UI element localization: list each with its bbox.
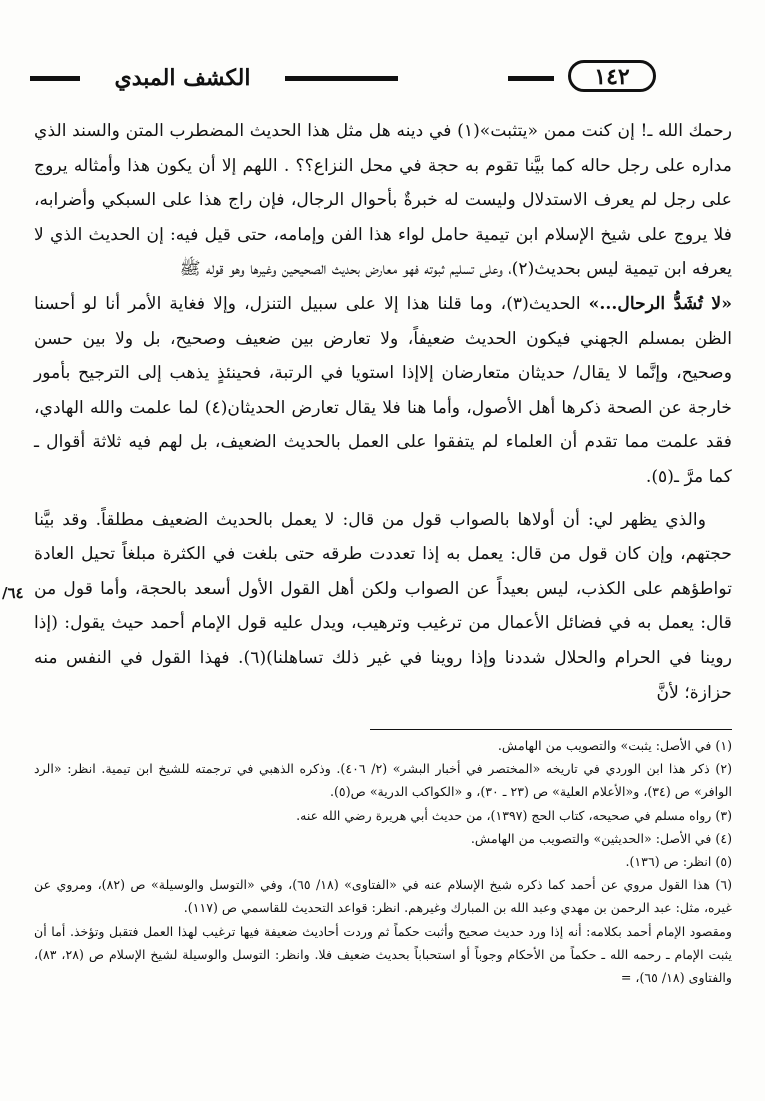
paragraph-1 <box>34 114 732 495</box>
footnote-3: (٣) رواه مسلم في صحيحه، كتاب الحج (١٣٩٧)، من حديث أبي هريرة رضي الله عنه. <box>296 807 732 823</box>
page-number-badge <box>562 60 662 94</box>
running-title: الكشف المبدي <box>80 62 285 94</box>
footnote-4: (٤) في الأصل: «الحديثين» والتصويب من الهامش. <box>470 830 732 846</box>
footnote-1: (١) في الأصل: يثبت» والتصويب من الهامش. <box>497 738 732 753</box>
footnote-5: (٥) انظر: ص (١٣٦). <box>625 854 732 870</box>
paragraph-2: والذي يظهر لي: أن أولاها بالصواب قول من قال: لا يعمل بالحديث الضعيف مطلقاً. وقد بيَّنا حجتهم، وإن كان قول من قال: يعمل به إذا تعددت طرقه حتى بلغت في الكثرة مبلغاً تحيل العادة تواطؤهم على الكذب، ليس بعيداً عن الصواب ولكن أهل القول الأول أسعد بالحجة، وأما قول من قال: يعمل به في فضائل الأعمال من ترغيب وترهيب، ويدل عليه قول الإمام أحمد حيث يقول: (إذا روينا في الحرام والحلال شددنا وإذا روينا في غير ذلك تساهلنا)(٦). فهذا القول في النفس منه حزازة؛ لأنَّ <box>34 509 732 703</box>
page-number: ١٤٢ <box>568 60 656 92</box>
manuscript-margin-note: ٦٤/ <box>2 584 24 602</box>
hadith-quote: «لا تُشَدُّ الرحال...» <box>588 293 732 314</box>
footnote-6: (٦) هذا القول مروي عن أحمد كما ذكره شيخ الإسلام عنه في «الفتاوى» (١٨/ ٦٥)، وفي «التوسل والوسيلة» ص (٨٢)، ومروي عن غيره، مثل: عبد الرحمن بن مهدي وعبد الله بن المبارك وغيرهم. انظر: قواعد التحديث للقاسمي ص (١١٧). <box>34 877 732 916</box>
main-text <box>34 114 732 710</box>
paragraph-1-text: رحمك الله ـ! إن كنت ممن «يتثبت»(١) في دينه هل مثل هذا الحديث المضطرب المتن والسند الذي مداره على رجل حاله كما بيَّنا تقوم به حجة في محل النزاع؟؟ . اللهم إلا أن يكون هذا وأمثاله يروج على رجل لم يعرف الاستدلال وليست له خبرةٌ بأحوال الرجال، فإن راج هذا على السبكي وأضرابه، فلا يروج على شيخ الإسلام ابن تيمية حامل لواء هذا الفن وإمامه، حتى قيل فيه: إن الحديث الذي لا يعرفه ابن تيمية ليس بحديث(٢)، وعلى تسليم ثبوته فهو معارض بحديث الصحيحين وغيرها وهو قوله ﷺ <box>34 121 732 280</box>
footnote-6-continuation: ومقصود الإمام أحمد بكلامه: أنه إذا ورد حديث صحيح وأثبت حكماً ثم وردت أحاديث ضعيفة فيها ترغيب لهذا العمل فتقبل وتؤخذ. أما أن يثبت الإمام ـ رحمه الله ـ حكماً من الأحكام وجوباً أو استحباباً بحديث ضعيف فلا. وانظر: التوسل والوسيلة لشيخ الإسلام ص (٢٨، ٨٣)، والفتاوى (١٨/ ٦٥)، = <box>34 923 732 986</box>
page-header <box>30 60 733 100</box>
footnote-2: (٢) ذكر هذا ابن الوردي في تاريخه «المختصر في أخبار البشر» (٢/ ٤٠٦). وذكره الذهبي في ترجمته للشيخ ابن تيمية. انظر: «الرد الوافر» ص (٣٤)، و«الأعلام العلية» ص (٢٣ ـ ٣٠)، و «الكواكب الدرية» ص(٥). <box>34 761 732 800</box>
header-rule-right <box>508 76 554 81</box>
paragraph-1-rest: الحديث(٣)، وما قلنا هذا إلا على سبيل التنزل، وإلا فغاية الأمر أنا لو أحسنا الظن بمسلم الجهني فيكون الحديث ضعيفاً، ولا تعارض بين ضعيف وصحيح، بل ولا بين حسن وصحيح، وإنَّما لا يقال/ حديثان متعارضان إلاإذا استويا في الرتبة، فحينئذٍ يذهب إلى الترجيح بأمور خارجة عن الصحة ذكرها أهل الأصول، وأما هنا فلا يقال تعارض الحديثان(٤) لما علمت والله الهادي، فقد علمت مما تقدم أن العلماء لم يتفقوا على العمل بالحديث الضعيف، بل لهم فيه ثلاثة أقوال ـ كما مرَّ ـ(٥). <box>34 293 732 487</box>
footnote-separator <box>370 729 732 730</box>
footnotes <box>34 734 732 989</box>
